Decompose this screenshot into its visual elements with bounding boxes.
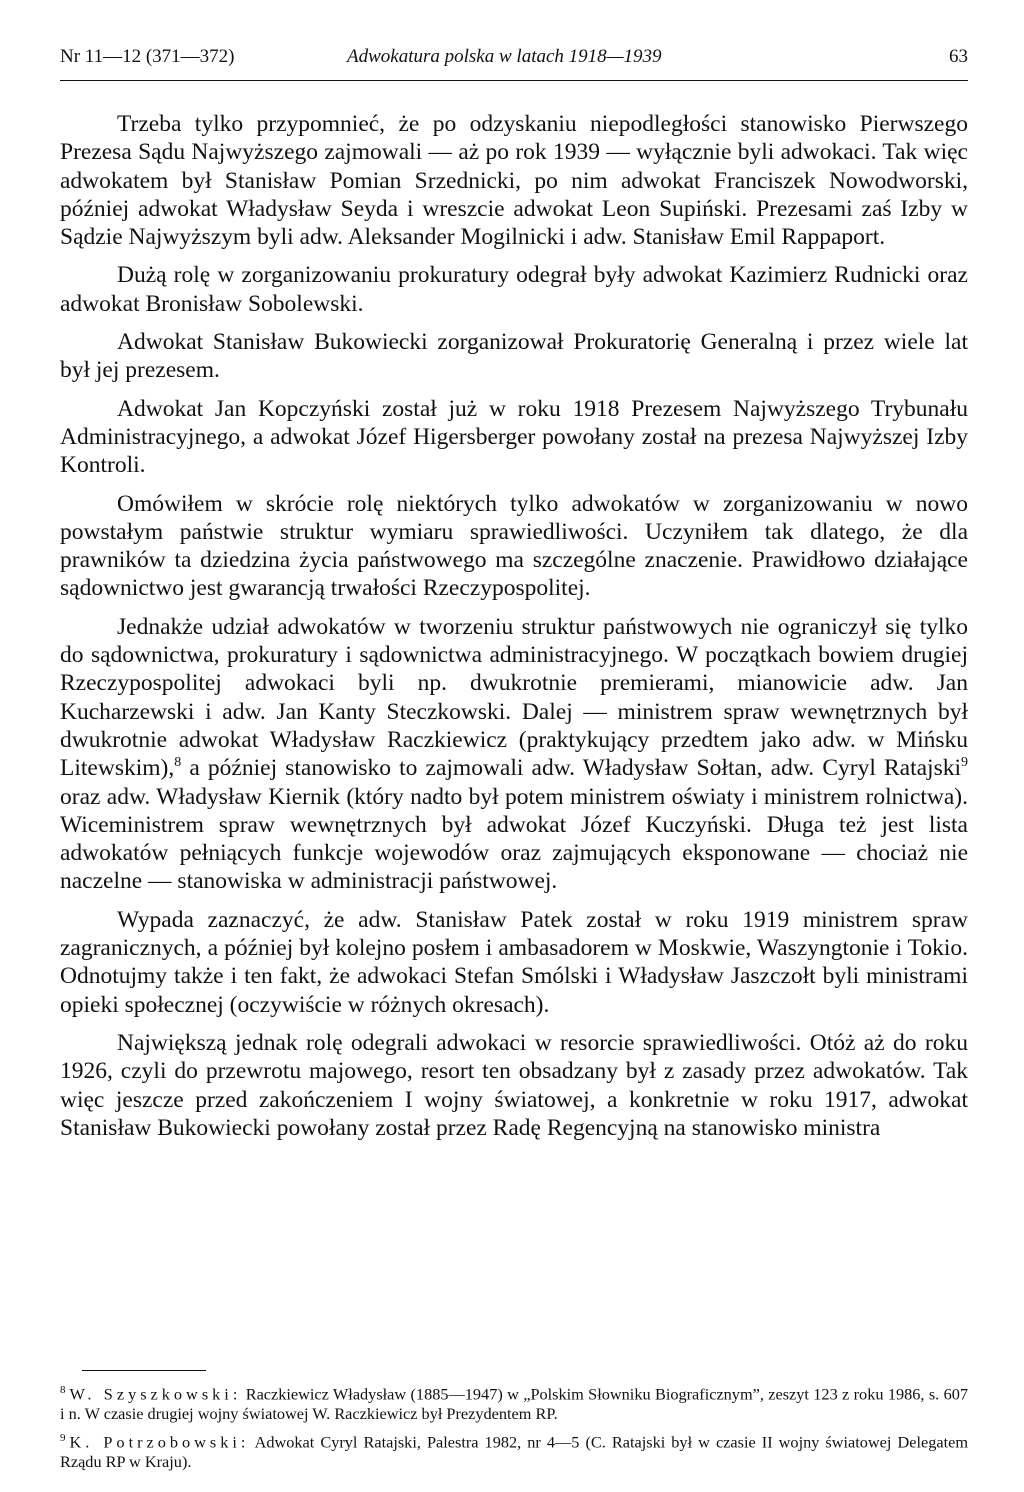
running-header: [60, 46, 968, 76]
paragraph-with-footnotes: [60, 613, 968, 896]
header-divider: [60, 80, 968, 81]
footnote-mark: 8: [60, 1384, 66, 1396]
footnote: [60, 1429, 968, 1472]
paragraph-part: a później stanowisko to zajmowali adw. Władysław Sołtan, adw. Cyryl Ratajski: [189, 755, 962, 782]
paragraph: Wypada zaznaczyć, że adw. Stanisław Patek został w roku 1919 ministrem spraw zagranicznych, a później był kolejno posłem i ambasadorem w Moskwie, Waszyngtonie i Tokio. Odnotujmy także i ten fakt, że adwokaci Stefan Smólski i Władysław Jaszczołt byli ministrami opieki społecznej (oczywiście w różnych okresach).: [60, 906, 968, 1018]
footnote-author: W. Szyszkowski:: [69, 1384, 242, 1404]
paragraph-part: Jednakże udział adwokatów w tworzeniu struktur państwowych nie ograniczył się tylko do sądownictwa, prokuratury i sądownictwa administracyjnego. W początkach bowiem drugiej Rzeczypospolitej adwokaci byli np. dwukrotnie premierami, mianowicie adw. Jan Kucharzewski i adw. Jan Kanty Steczkowski. Dalej — ministrem spraw wewnętrznych był dwukrotnie adwokat Władysław Raczkiewicz (praktykujący przedtem jako adw. w Mińsku Litewskim),: [60, 613, 968, 782]
footnote: [60, 1381, 968, 1424]
footnote-divider: [82, 1370, 206, 1371]
footnote-ref: 9: [961, 755, 969, 771]
paragraph: Omówiłem w skrócie rolę niektórych tylko adwokatów w zorganizowaniu w nowo powstałym państwie struktur wymiaru sprawiedliwości. Uczyniłem tak dlatego, że dla prawników ta dziedzina życia państwowego ma szczególne znaczenie. Prawidłowo działające sądownictwo jest gwarancją trwałości Rzeczypospolitej.: [60, 490, 968, 602]
footnotes: [60, 1381, 968, 1477]
issue-number: Nr 11—12 (371—372): [60, 46, 235, 67]
footnote-text: Raczkiewicz Władysław (1885—1947) w „Polskim Słowniku Biograficznym”, zeszyt 123 z roku 1986, s. 607 i n. W czasie drugiej wojny światowej W. Raczkiewicz był Prezydentem RP.: [60, 1384, 968, 1424]
footnote-author: K. Potrzobowski:: [69, 1432, 250, 1452]
paragraph: Dużą rolę w zorganizowaniu prokuratury odegrał były adwokat Kazimierz Rudnicki oraz adwokat Bronisław Sobolewski.: [60, 262, 968, 317]
paragraph: Największą jednak rolę odegrali adwokaci w resorcie sprawiedliwości. Otóż aż do roku 1926, czyli do przewrotu majowego, resort ten obsadzany był z zasady przez adwokatów. Tak więc jeszcze przed zakończeniem I wojny światowej, a konkretnie w roku 1917, adwokat Stanisław Bukowiecki powołany został przez Radę Regencyjną na stanowisko ministra: [60, 1029, 968, 1141]
footnote-ref: 8: [174, 755, 182, 771]
document-page: [60, 0, 968, 1492]
paragraph: Adwokat Jan Kopczyński został już w roku 1918 Prezesem Najwyższego Trybunału Administracyjnego, a adwokat Józef Higersberger powołany został na prezesa Najwyższej Izby Kontroli.: [60, 395, 968, 479]
footnote-text: Adwokat Cyryl Ratajski, Palestra 1982, nr 4—5 (C. Ratajski był w czasie II wojny światowej Delegatem Rządu RP w Kraju).: [60, 1432, 969, 1472]
paragraph-part: oraz adw. Władysław Kiernik (który nadto był potem ministrem oświaty i ministrem rolnictwa). Wiceministrem spraw wewnętrznych był adwokat Józef Kuczyński. Długa też jest lista adwokatów pełniących funkcje wojewodów oraz zajmujących eksponowane — chociaż nie naczelne — stanowiska w administracji państwowej.: [60, 783, 968, 895]
paragraph: Trzeba tylko przypomnieć, że po odzyskaniu niepodległości stanowisko Pierwszego Prezesa Sądu Najwyższego zajmowali — aż po rok 1939 — wyłącznie byli adwokaci. Tak więc adwokatem był Stanisław Pomian Srzednicki, po nim adwokat Franciszek Nowodworski, później adwokat Władysław Seyda i wreszcie adwokat Leon Supiński. Prezesami zaś Izby w Sądzie Najwyższym byli adw. Aleksander Mogilnicki i adw. Stanisław Emil Rappaport.: [60, 111, 968, 251]
running-title: Adwokatura polska w latach 1918—1939: [347, 46, 662, 67]
article-body: [60, 110, 968, 1152]
footnote-mark: 9: [60, 1432, 66, 1445]
page-number: 63: [949, 46, 968, 67]
paragraph: Adwokat Stanisław Bukowiecki zorganizował Prokuratorię Generalną i przez wiele lat był jej prezesem.: [60, 329, 968, 384]
